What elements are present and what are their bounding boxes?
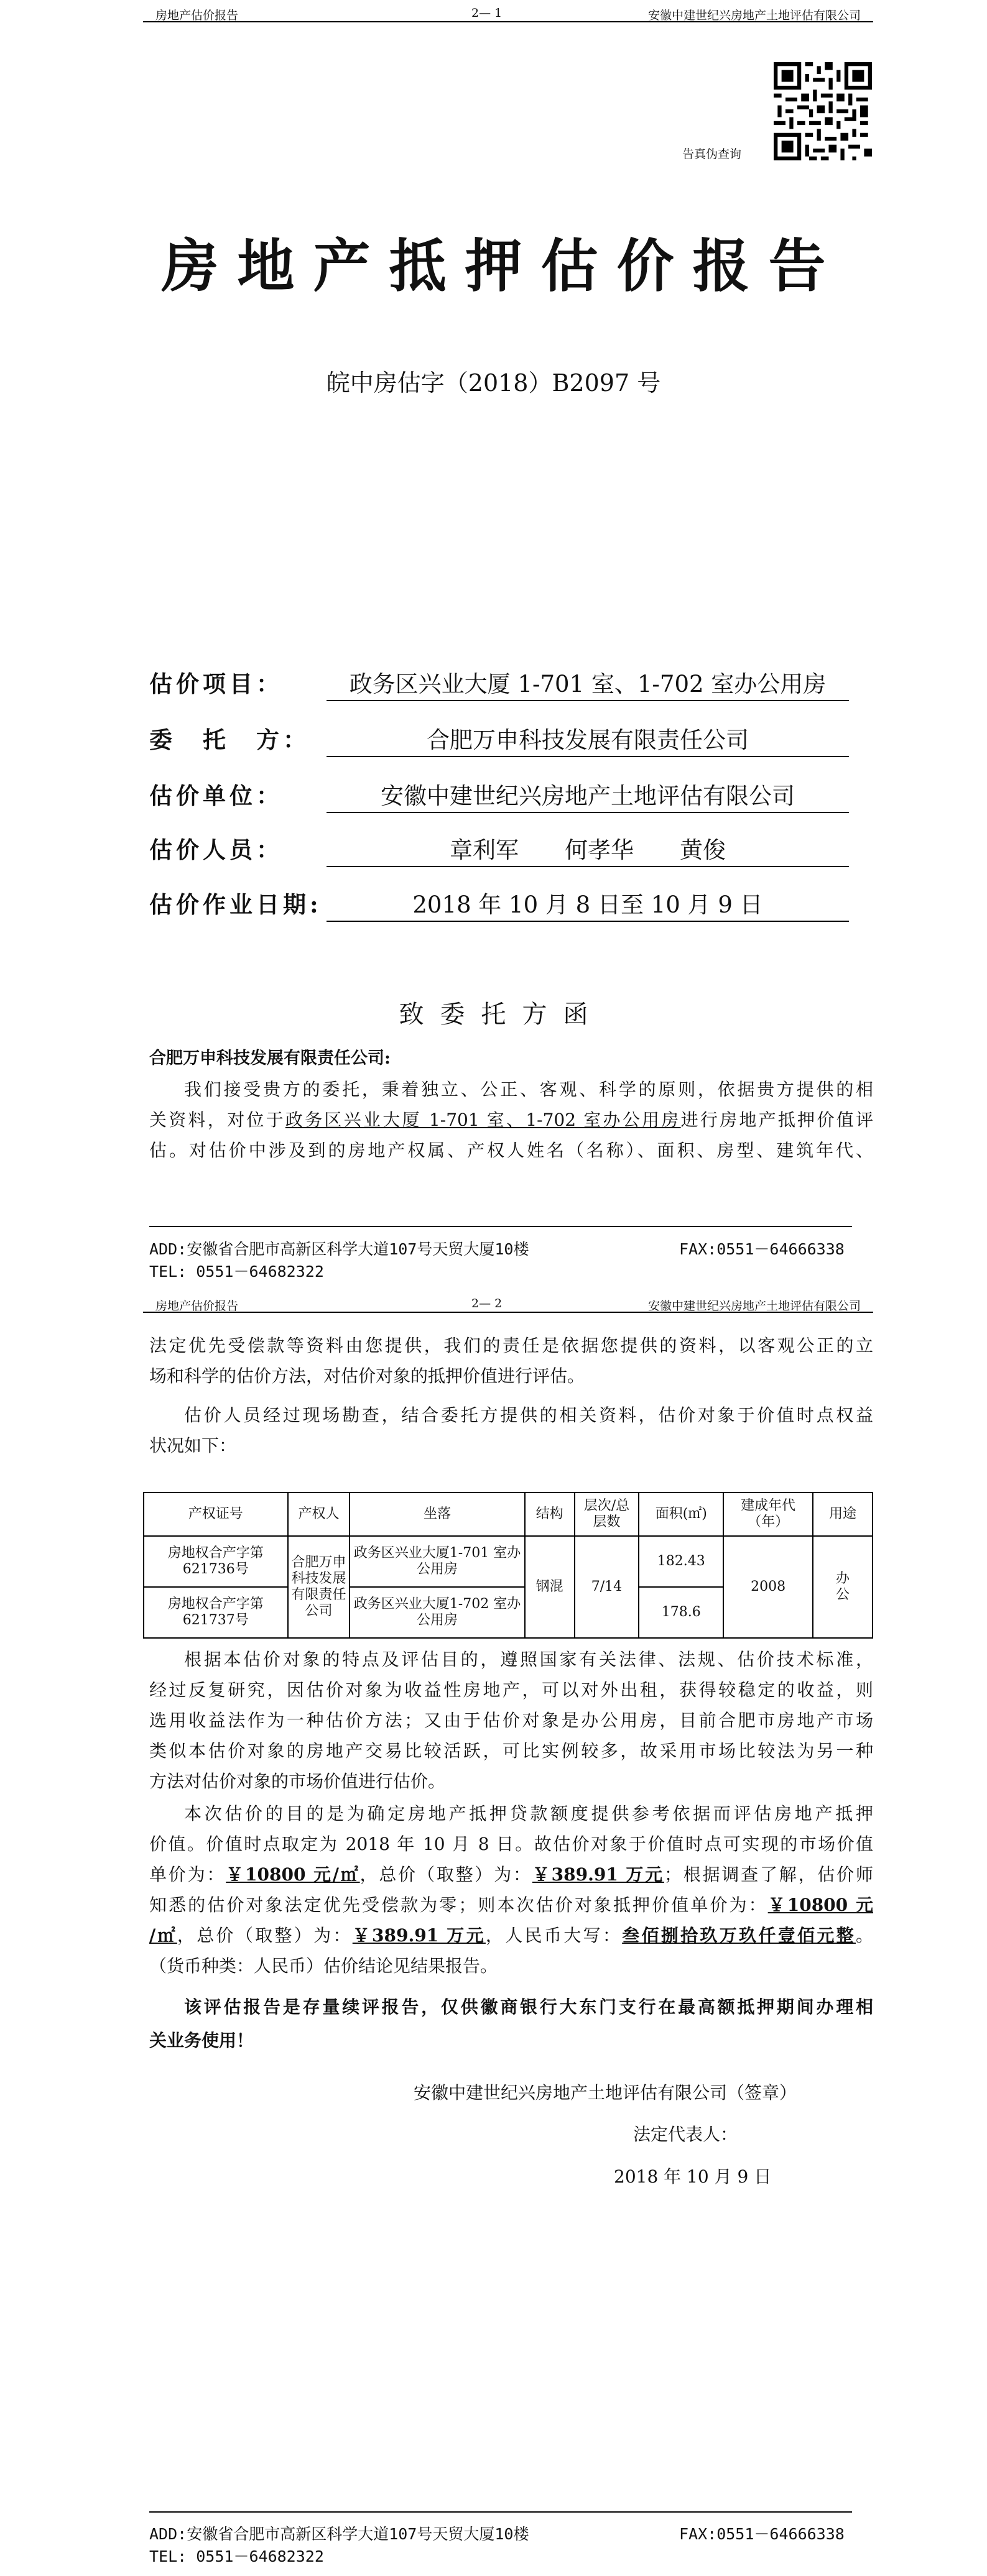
text-line: 状况如下： <box>149 1435 237 1456</box>
area-cell: 182.43 <box>639 1536 723 1587</box>
text-line: 场和科学的估价方法，对估价对象的抵押价值进行评估。 <box>149 1366 585 1386</box>
header-left: 房地产估价报告 <box>155 1299 239 1313</box>
text-line: 法定优先受偿款等资料由您提供，我们的责任是依据您提供的资料，以客观公正的立 <box>149 1335 873 1356</box>
text-line: 知悉的估价对象法定优先受偿款为零；则本次估价对象抵押价值单价为：￥10800 元 <box>149 1895 873 1915</box>
text-line: 本次估价的目的是为确定房地产抵押贷款额度提供参考依据而评估房地产抵押 <box>184 1803 873 1824</box>
info-key: 估价人员： <box>149 836 283 863</box>
col-header: 坐落 <box>350 1493 524 1536</box>
page2-header <box>143 1290 873 1313</box>
letter-paragraph <box>149 1074 873 1166</box>
header-page-number: 2— 2 <box>471 1297 503 1310</box>
area-cell: 178.6 <box>639 1587 723 1638</box>
table-row <box>144 1536 873 1587</box>
text-line: 关资料，对位于政务区兴业大厦 1-701 室、1-702 室办公用房进行房地产抵押价值评 <box>149 1110 873 1130</box>
text-line: 方法对估价对象的市场价值进行估价。 <box>149 1771 446 1792</box>
address-cell: 政务区兴业大厦1-702 室办公用房 <box>350 1587 524 1638</box>
text-line: 类似本估价对象的房地产交易比较活跃，可比实例较多，故采用市场比较法为另一种 <box>149 1741 873 1761</box>
header-page-number: 2— 1 <box>471 6 503 20</box>
document-number: 皖中房估字（2018）B2097 号 <box>326 369 661 397</box>
col-header: 结构 <box>525 1493 575 1536</box>
amount-in-words: 叁佰捌拾玖万玖仟壹佰元整 <box>622 1925 856 1946</box>
text-line: 估价人员经过现场勘查，结合委托方提供的相关资料，估价对象于价值时点权益 <box>184 1405 873 1425</box>
info-value: 2018 年 10 月 8 日至 10 月 9 日 <box>327 886 849 922</box>
text-line: （货币种类：人民币）估价结论见结果报告。 <box>149 1956 498 1976</box>
market-unit-price: ￥10800 元/㎡ <box>226 1864 360 1885</box>
text-line: 单价为：￥10800 元/㎡，总价（取整）为：￥389.91 万元；根据调查了解，估价师 <box>149 1864 873 1885</box>
info-row-client <box>149 721 849 757</box>
col-header: 建成年代（年） <box>723 1493 813 1536</box>
text-line: 根据本估价对象的特点及评估目的，遵照国家有关法律、法规、估价技术标准， <box>184 1649 873 1670</box>
signature-date: 2018 年 10 月 9 日 <box>614 2166 772 2187</box>
floor-cell: 7/14 <box>575 1536 639 1638</box>
page2-footer <box>149 2522 845 2567</box>
page1-footer <box>149 1237 845 1282</box>
qr-verification-label: 告真伪查询 <box>682 147 742 161</box>
col-header: 产权证号 <box>144 1493 288 1536</box>
text-line: 我们接受贵方的委托，秉着独立、公正、客观、科学的原则，依据贵方提供的相 <box>184 1079 873 1100</box>
paragraph <box>149 1330 873 1391</box>
signature-company: 安徽中建世纪兴房地产土地评估有限公司（签章） <box>414 2082 797 2103</box>
footer-tel: TEL: 0551－64682322 <box>149 2547 324 2565</box>
info-value: 章利军 何孝华 黄俊 <box>327 831 849 867</box>
mortgage-unit-price: ￥10800 元 <box>767 1895 873 1915</box>
report-title: 房地产抵押估价报告 <box>161 232 845 300</box>
property-address: 政务区兴业大厦 1-701 室、1-702 室办公用房 <box>285 1110 681 1130</box>
footer-divider <box>149 1226 852 1227</box>
info-key: 估价项目： <box>149 670 283 697</box>
signature-legal-rep: 法定代表人： <box>633 2124 738 2145</box>
col-header: 层次/总层数 <box>575 1493 639 1536</box>
table-header-row <box>144 1493 873 1536</box>
usage-notice <box>149 1990 873 2058</box>
qr-code-icon[interactable] <box>774 62 872 160</box>
text-line: 选用收益法作为一种估价方法；又由于估价对象是办公用房，目前合肥市房地产市场 <box>149 1710 873 1731</box>
footer-fax: FAX:0551－64666338 <box>679 2525 845 2543</box>
cert-number: 房地权合产字第621736号 <box>144 1536 288 1587</box>
info-row-work-date <box>149 886 849 922</box>
info-value: 政务区兴业大厦 1-701 室、1-702 室办公用房 <box>327 665 849 701</box>
col-header: 面积(㎡) <box>639 1493 723 1536</box>
col-header: 用途 <box>813 1493 873 1536</box>
structure-cell: 钢混 <box>525 1536 575 1638</box>
owner-cell: 合肥万申科技发展有限责任公司 <box>288 1536 350 1638</box>
paragraph-method <box>149 1644 873 1796</box>
footer-tel: TEL: 0551－64682322 <box>149 1263 324 1281</box>
text-line: 价值。价值时点取定为 2018 年 10 月 8 日。故估价对象于价值时点可实现的市场价值 <box>149 1834 873 1854</box>
header-left: 房地产估价报告 <box>155 9 239 22</box>
info-row-project <box>149 665 849 701</box>
text-line: /㎡，总价（取整）为：￥389.91 万元，人民币大写：叁佰捌拾玖万玖仟壹佰元整。 <box>149 1925 873 1946</box>
paragraph-conclusion <box>149 1798 873 1981</box>
info-key: 估价作业日期: <box>149 891 322 918</box>
info-value: 合肥万申科技发展有限责任公司 <box>327 721 849 757</box>
info-value: 安徽中建世纪兴房地产土地评估有限公司 <box>327 777 849 813</box>
use-cell: 办公 <box>813 1536 873 1638</box>
text-line: 关业务使用！ <box>149 2030 254 2051</box>
header-company: 安徽中建世纪兴房地产土地评估有限公司 <box>647 9 861 22</box>
footer-divider <box>149 2511 852 2513</box>
footer-address: ADD:安徽省合肥市高新区科学大道107号天贸大厦10楼 <box>149 2525 529 2543</box>
header-company: 安徽中建世纪兴房地产土地评估有限公司 <box>647 1299 861 1313</box>
info-key: 委 托 方： <box>149 726 310 753</box>
text-line: 该评估报告是存量续评报告，仅供徽商银行大东门支行在最高额抵押期间办理相 <box>184 1997 873 2017</box>
info-row-appraisers <box>149 831 849 867</box>
mortgage-total-price: ￥389.91 万元 <box>352 1925 486 1946</box>
letter-title: 致委托方函 <box>399 1000 605 1029</box>
text-line: 估。对估价中涉及到的房地产权属、产权人姓名（名称）、面积、房型、建筑年代、 <box>149 1140 873 1161</box>
info-row-appraiser-company <box>149 777 849 813</box>
text-line: 经过反复研究，因估价对象为收益性房地产，可以对外出租，获得较稳定的收益，则 <box>149 1680 873 1700</box>
addressee: 合肥万申科技发展有限责任公司: <box>149 1049 391 1068</box>
page1-header <box>143 0 873 22</box>
property-table <box>143 1492 873 1639</box>
info-key: 估价单位： <box>149 782 283 809</box>
footer-address: ADD:安徽省合肥市高新区科学大道107号天贸大厦10楼 <box>149 1240 529 1258</box>
footer-fax: FAX:0551－64666338 <box>679 1240 845 1258</box>
col-header: 产权人 <box>288 1493 350 1536</box>
market-total-price: ￥389.91 万元 <box>532 1864 664 1885</box>
address-cell: 政务区兴业大厦1-701 室办公用房 <box>350 1536 524 1587</box>
paragraph <box>149 1400 873 1461</box>
cert-number: 房地权合产字第621737号 <box>144 1587 288 1638</box>
year-cell: 2008 <box>723 1536 813 1638</box>
